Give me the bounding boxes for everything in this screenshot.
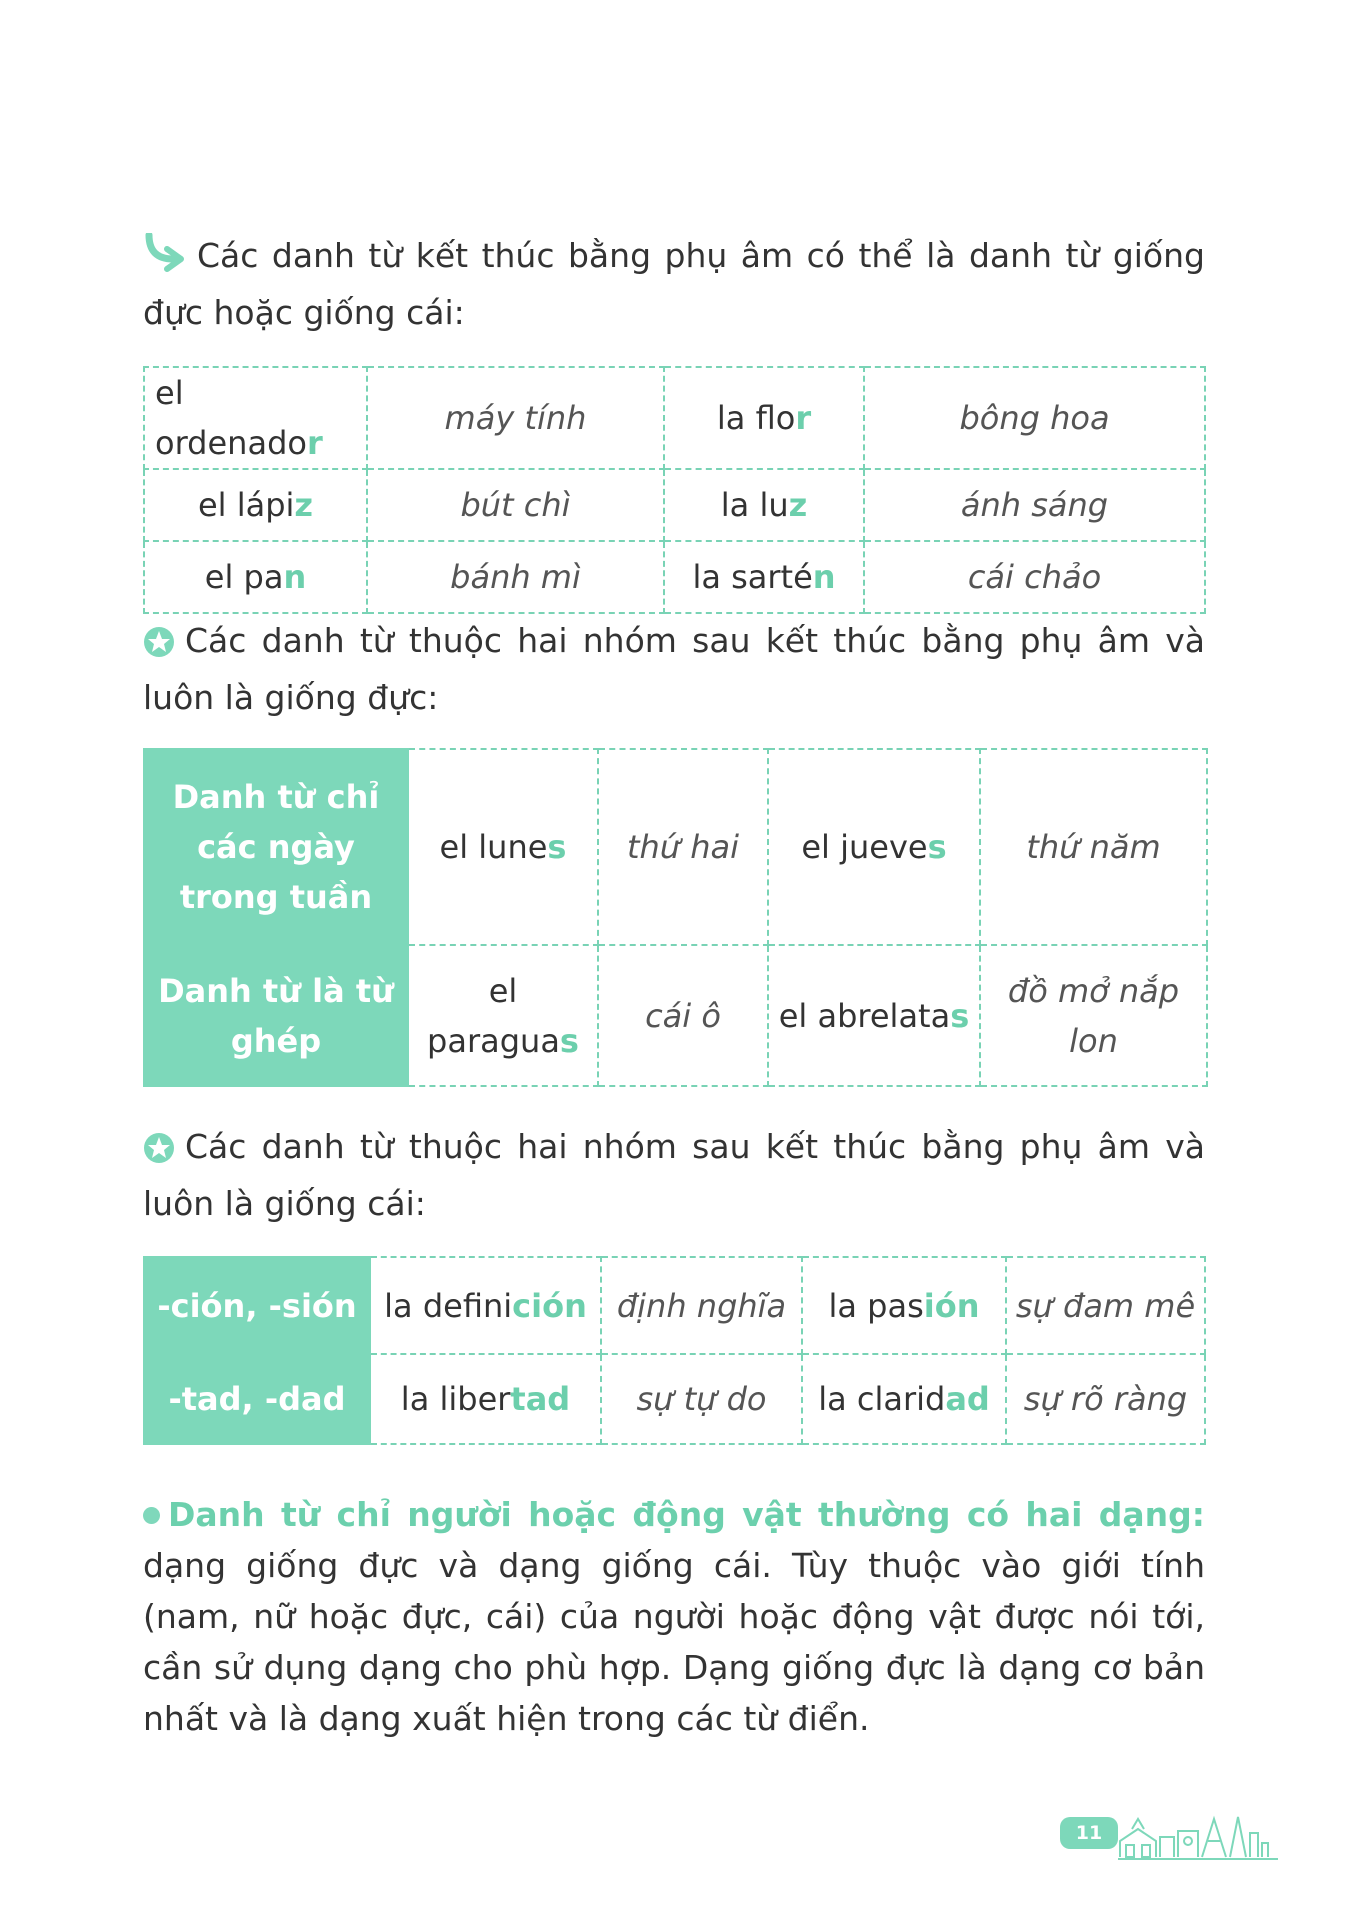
word-cell: la sartén <box>664 541 864 613</box>
page-footer <box>1058 1807 1298 1877</box>
word-cell: la libertad <box>370 1354 601 1444</box>
city-skyline-icon <box>1118 1807 1298 1873</box>
section-3-text: Các danh từ thuộc hai nhóm sau kết thúc bằng phụ âm và luôn là giống cái: <box>143 1127 1205 1223</box>
word-cell: el jueves <box>768 749 980 945</box>
row-header-cell: Danh từ chỉ các ngày trong tuần <box>144 749 408 945</box>
word-cell: el lunes <box>408 749 598 945</box>
table-row <box>144 1354 1205 1444</box>
word-cell: la luz <box>664 469 864 541</box>
word-cell: la claridad <box>802 1354 1006 1444</box>
curved-arrow-icon <box>143 233 187 287</box>
row-header-cell: -ción, -sión <box>144 1257 370 1354</box>
word-cell: el paraguas <box>408 945 598 1086</box>
table-row <box>144 945 1207 1086</box>
word-cell: la pasión <box>802 1257 1006 1354</box>
word-cell: el ordenador <box>144 367 367 469</box>
word-cell: el lápiz <box>144 469 367 541</box>
table-variable-gender <box>143 366 1206 614</box>
translation-cell: máy tính <box>367 367 664 469</box>
word-cell: la definición <box>370 1257 601 1354</box>
bullet-paragraph <box>143 1489 1205 1744</box>
table-row <box>144 541 1205 613</box>
translation-cell: đồ mở nắp lon <box>980 945 1207 1086</box>
section-2-paragraph <box>143 615 1205 723</box>
star-badge-icon <box>143 621 175 672</box>
translation-cell: định nghĩa <box>601 1257 802 1354</box>
translation-cell: bông hoa <box>864 367 1205 469</box>
translation-cell: sự đam mê <box>1006 1257 1205 1354</box>
translation-cell: ánh sáng <box>864 469 1205 541</box>
translation-cell: bánh mì <box>367 541 664 613</box>
bullet-text: dạng giống đực và dạng giống cái. Tùy thuộc vào giới tính (nam, nữ hoặc đực, cái) của người hoặc động vật được nói tới, cần sử dụng dạng cho phù hợp. Dạng giống đực là dạng cơ bản nhất và là dạng xuất hiện trong các từ điển. <box>143 1546 1205 1738</box>
table-row <box>144 367 1205 469</box>
translation-cell: cái ô <box>598 945 768 1086</box>
word-cell: la flor <box>664 367 864 469</box>
table-row <box>144 469 1205 541</box>
bullet-highlight: Danh từ chỉ người hoặc động vật thường có hai dạng: <box>168 1495 1205 1534</box>
star-badge-icon <box>143 1127 175 1178</box>
translation-cell: thứ năm <box>980 749 1207 945</box>
translation-cell: thứ hai <box>598 749 768 945</box>
translation-cell: sự tự do <box>601 1354 802 1444</box>
section-1-text: Các danh từ kết thúc bằng phụ âm có thể là danh từ giống đực hoặc giống cái: <box>143 236 1205 332</box>
table-row <box>144 749 1207 945</box>
bullet-dot-icon <box>143 1507 160 1524</box>
translation-cell: bút chì <box>367 469 664 541</box>
table-masculine <box>143 748 1208 1087</box>
translation-cell: sự rõ ràng <box>1006 1354 1205 1444</box>
table-row <box>144 1257 1205 1354</box>
table-feminine <box>143 1256 1206 1445</box>
row-header-cell: Danh từ là từ ghép <box>144 945 408 1086</box>
page-number: 11 <box>1060 1817 1118 1849</box>
section-3-paragraph <box>143 1121 1205 1229</box>
word-cell: el pan <box>144 541 367 613</box>
section-2-text: Các danh từ thuộc hai nhóm sau kết thúc bằng phụ âm và luôn là giống đực: <box>143 621 1205 717</box>
translation-cell: cái chảo <box>864 541 1205 613</box>
section-1-paragraph <box>143 230 1205 338</box>
word-cell: el abrelatas <box>768 945 980 1086</box>
row-header-cell: -tad, -dad <box>144 1354 370 1444</box>
